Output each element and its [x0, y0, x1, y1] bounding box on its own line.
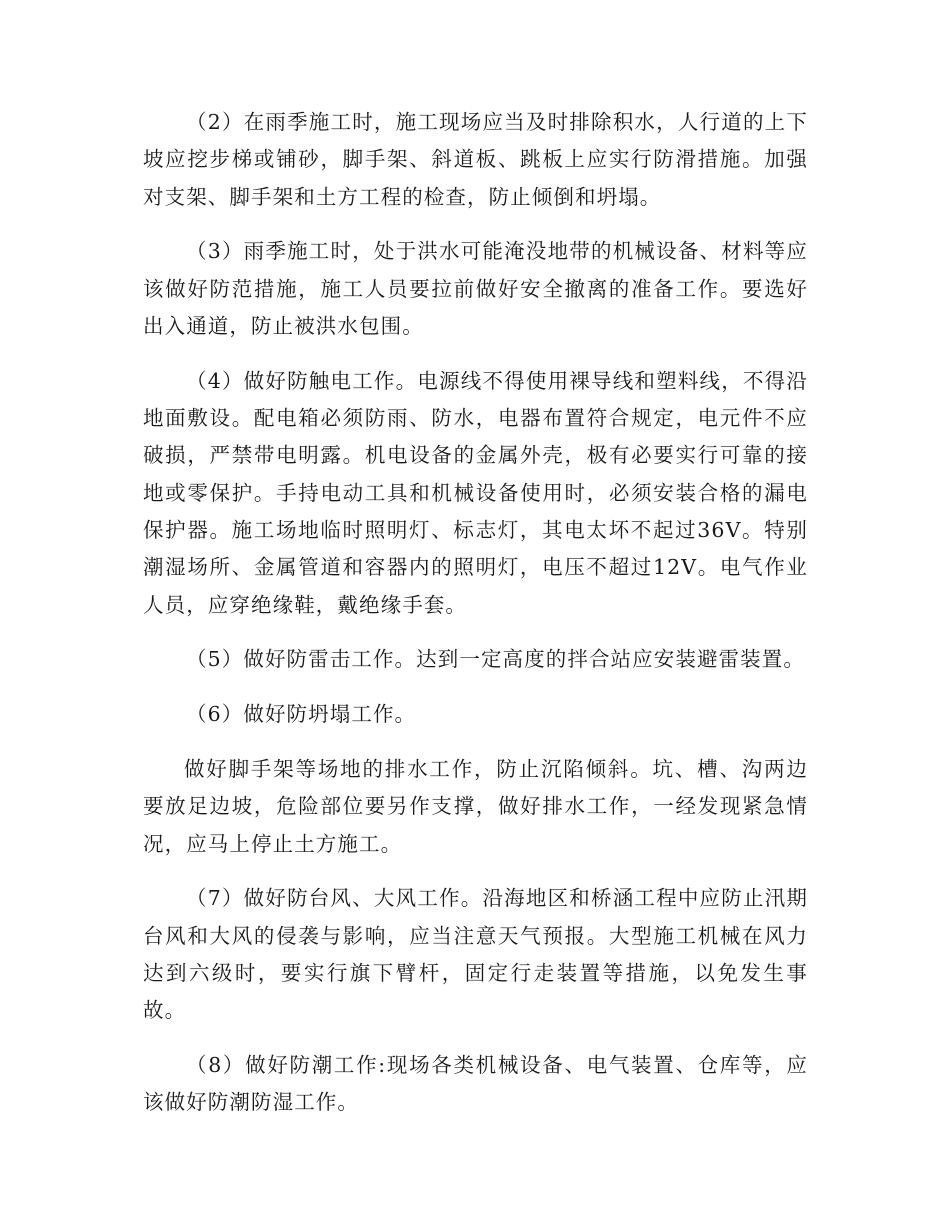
document-body: [143, 104, 808, 1139]
paragraph-lightning-prevention: （5）做好防雷击工作。达到一定高度的拌合站应安装避雷装置。: [186, 647, 805, 672]
paragraph-collapse-prevention-heading: （6）做好防坍塌工作。: [186, 702, 417, 727]
paragraph-electric-shock-prevention: （4）做好防触电工作。电源线不得使用裸导线和塑料线，不得沿地面敷设。配电箱必须防雨、防水，电器布置符合规定，电元件不应破损，严禁带电明露。机电设备的金属外壳，极有必要实行可靠的接地或零保护。手持电动工具和机械设备使用时，必须安装合格的漏电保护器。施工场地临时照明灯、标志灯，其电太坏不起过36V。特别潮湿场所、金属管道和容器内的照明灯，电压不超过12V。电气作业人员，应穿绝缘鞋，戴绝缘手套。: [143, 368, 808, 617]
paragraph-rain-construction: （2）在雨季施工时，施工现场应当及时排除积水，人行道的上下坡应挖步梯或铺砂，脚手架、斜道板、跳板上应实行防滑措施。加强对支架、脚手架和土方工程的检查，防止倾倒和坍塌。: [143, 110, 808, 209]
paragraph-moisture-prevention: （8）做好防潮工作:现场各类机械设备、电气装置、仓库等，应该做好防潮防湿工作。: [143, 1053, 808, 1115]
paragraph-flood-prevention: （3）雨季施工时，处于洪水可能淹没地带的机械设备、材料等应该做好防范措施，施工人员要拉前做好安全撤离的准备工作。要选好出入通道，防止被洪水包围。: [143, 239, 808, 338]
paragraph-typhoon-prevention: （7）做好防台风、大风工作。沿海地区和桥涵工程中应防止汛期台风和大风的侵袭与影响，应当注意天气预报。大型施工机械在风力达到六级时，要实行旗下臂杆，固定行走装置等措施，以免发生事故。: [143, 886, 808, 1023]
paragraph-collapse-prevention-detail: 做好脚手架等场地的排水工作，防止沉陷倾斜。坑、槽、沟两边要放足边坡，危险部位要另作支撑，做好排水工作，一经发现紧急情况，应马上停止土方施工。: [143, 756, 808, 856]
